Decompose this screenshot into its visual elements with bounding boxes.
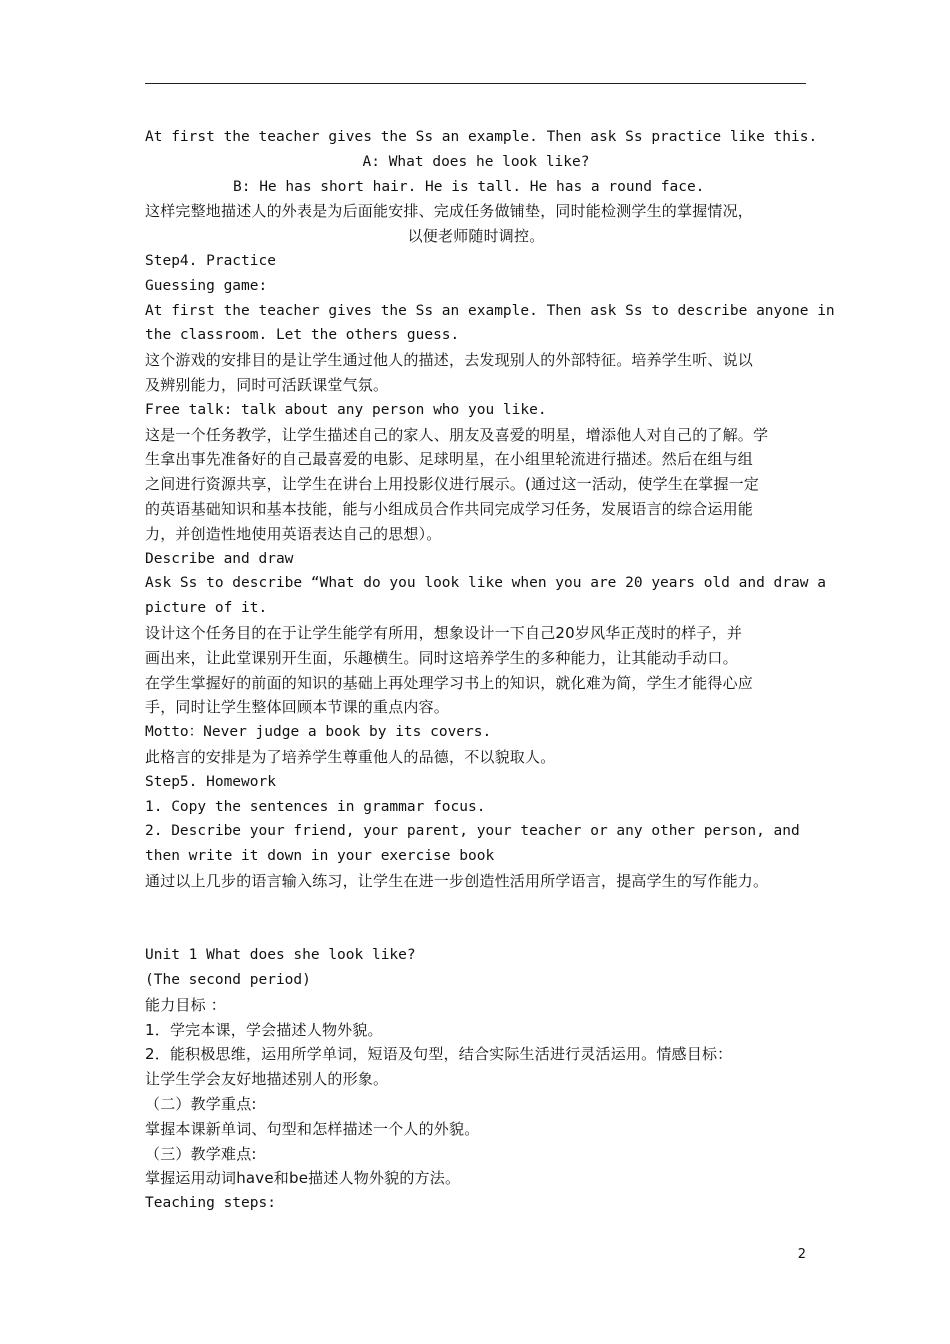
text-line: 2. Describe your friend, your parent, your teacher or any other person, and [145, 823, 800, 840]
page-number: 2 [797, 1247, 806, 1262]
text-line: 1．学完本课，学会描述人物外貌。 [145, 1020, 383, 1039]
text-line: Guessing game: [145, 277, 268, 294]
text-line: 画出来，让此堂课别开生面，乐趣横生。同时这培养学生的多种能力，让其能动手动口。 [145, 648, 738, 667]
text-line: the classroom. Let the others guess. [145, 327, 460, 344]
text-line: then write it down in your exercise book [145, 848, 495, 865]
text-line: Free talk: talk about any person who you like. [145, 401, 547, 418]
text-line: Teaching steps: [145, 1195, 276, 1212]
text-line: 的英语基础知识和基本技能，能与小组成员合作共同完成学习任务，发展语言的综合运用能 [145, 499, 754, 518]
text-line: 及辨别能力，同时可活跃课堂气氛。 [145, 375, 389, 394]
text-line: 这个游戏的安排目的是让学生通过他人的描述，去发现别人的外部特征。培养学生听、说以 [145, 351, 754, 370]
header-rule [145, 83, 806, 84]
text-line: 1. Copy the sentences in grammar focus. [145, 798, 486, 815]
text-line: 以便老师随时调控。 [407, 227, 545, 246]
text-line: 此格言的安排是为了培养学生尊重他人的品德，不以貌取人。 [145, 747, 556, 766]
text-line: Ask Ss to describe “What do you look like when you are 20 years old and draw a [145, 575, 826, 592]
text-line: 生拿出事先准备好的自己最喜爱的电影、足球明星，在小组里轮流进行描述。然后在组与组 [145, 450, 754, 469]
text-line: 设计这个任务目的在于让学生能学有所用，想象设计一下自己20岁风华正茂时的样子，并 [145, 623, 743, 642]
text-line: 这是一个任务教学，让学生描述自己的家人、朋友及喜爱的明星，增添他人对自己的了解。学 [145, 425, 769, 444]
text-line: picture of it. [145, 600, 268, 617]
text-line: Motto：Never judge a book by its covers. [145, 724, 492, 741]
text-line: 让学生学会友好地描述别人的形象。 [145, 1070, 389, 1089]
text-line: At first the teacher gives the Ss an example. Then ask Ss to describe anyone in [145, 302, 835, 319]
section-gap [145, 894, 807, 944]
document-body [145, 125, 835, 1216]
text-line: At first the teacher gives the Ss an example. Then ask Ss practice like this. [145, 129, 818, 145]
text-line: Describe and draw [145, 550, 294, 567]
text-line: B: He has short hair. He is tall. He has a round face. [233, 178, 705, 195]
text-line: Step5. Homework [145, 773, 276, 790]
text-line: 2．能积极思维，运用所学单词，短语及句型，结合实际生活进行灵活运用。情感目标： [145, 1045, 733, 1064]
text-line: 手，同时让学生整体回顾本节课的重点内容。 [145, 698, 450, 717]
text-line: 力，并创造性地使用英语表达自己的思想）。 [145, 524, 442, 543]
text-line: Step4. Practice [145, 252, 276, 269]
text-line: （二）教学重点: [145, 1095, 257, 1114]
text-line: 掌握本课新单词、句型和怎样描述一个人的外貌。 [145, 1119, 480, 1138]
text-line: 能力目标 ： [145, 995, 226, 1014]
text-line: 之间进行资源共享，让学生在讲台上用投影仪进行展示。(通过这一活动，使学生在掌握一定 [145, 475, 760, 494]
text-line: Unit 1 What does she look like? [145, 947, 416, 964]
text-line: （三）教学难点: [145, 1144, 257, 1163]
text-line: (The second period) [145, 972, 311, 989]
text-line: 通过以上几步的语言输入练习，让学生在进一步创造性活用所学语言，提高学生的写作能力。 [145, 871, 769, 890]
text-line: 掌握运用动词have和be描述人物外貌的方法。 [145, 1169, 461, 1188]
text-line: 在学生掌握好的前面的知识的基础上再处理学习书上的知识，就化难为简，学生才能得心应 [145, 673, 754, 692]
text-line: 这样完整地描述人的外表是为后面能安排、完成任务做铺垫，同时能检测学生的掌握情况， [145, 202, 754, 221]
text-line: A: What does he look like? [362, 153, 590, 170]
